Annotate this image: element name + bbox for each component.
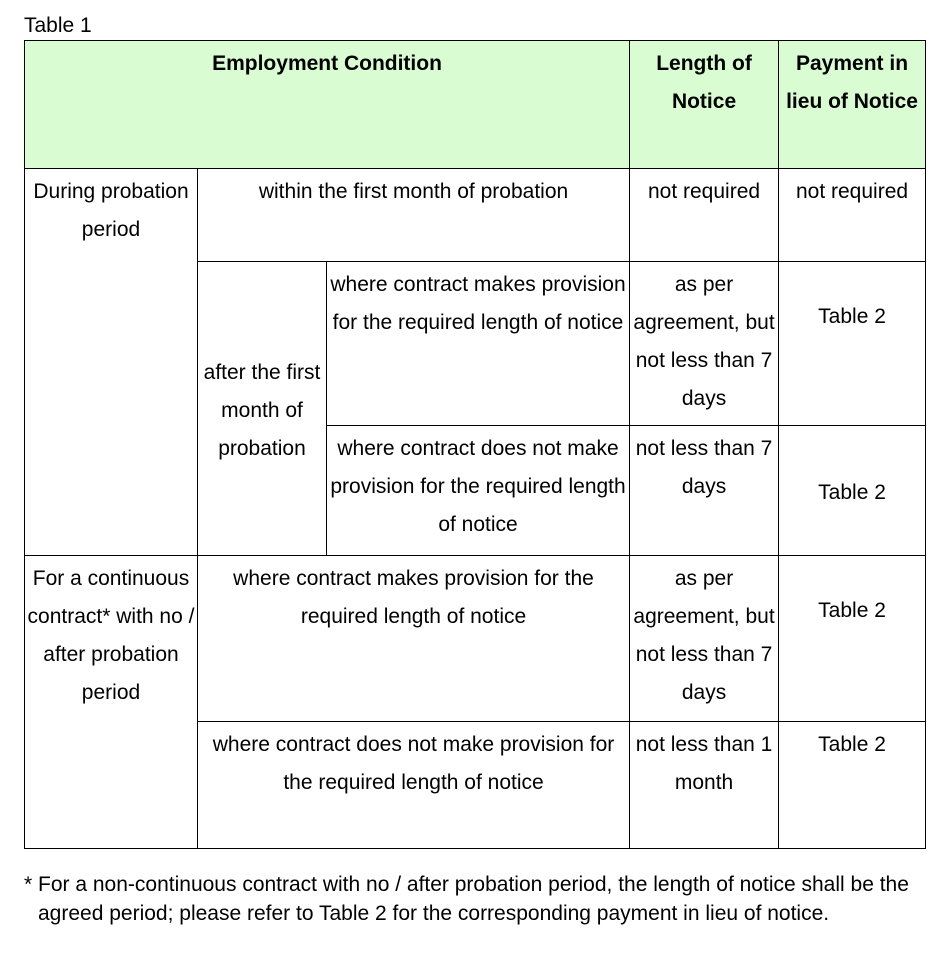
no-provision-payment: Table 2 bbox=[779, 426, 926, 556]
continuous-no-provision-condition: where contract does not make provision for the required length of notice bbox=[198, 722, 630, 849]
footnote-marker: * bbox=[24, 873, 33, 896]
continuous-no-provision-length: not less than 1 month bbox=[630, 722, 779, 849]
no-provision-condition: where contract does not make provision for the required length of notice bbox=[327, 426, 630, 556]
header-payment-in-lieu: Payment in lieu of Notice bbox=[779, 41, 926, 169]
footnote bbox=[24, 870, 943, 928]
continuous-provision-condition: where contract makes provision for the required length of notice bbox=[198, 556, 630, 722]
provision-payment: Table 2 bbox=[779, 262, 926, 426]
continuous-provision-payment: Table 2 bbox=[779, 556, 926, 722]
header-length-of-notice: Length of Notice bbox=[630, 41, 779, 169]
continuous-provision-length: as per agreement, but not less than 7 days bbox=[630, 556, 779, 722]
table-header-row bbox=[25, 41, 926, 169]
no-provision-length: not less than 7 days bbox=[630, 426, 779, 556]
header-employment-condition: Employment Condition bbox=[25, 41, 630, 169]
first-month-payment: not required bbox=[779, 169, 926, 262]
provision-condition: where contract makes provision for the required length of notice bbox=[327, 262, 630, 426]
first-month-length: not required bbox=[630, 169, 779, 262]
provision-length: as per agreement, but not less than 7 days bbox=[630, 262, 779, 426]
continuous-contract-label: For a continuous contract* with no / after probation period bbox=[25, 556, 198, 849]
notice-table bbox=[24, 40, 926, 849]
table-row bbox=[25, 556, 926, 722]
probation-period-label: During probation period bbox=[25, 169, 198, 556]
footnote-text: For a non-continuous contract with no / after probation period, the length of notice shall be the agreed period; please refer to Table 2 for the corresponding payment in lieu of notice. bbox=[38, 873, 909, 925]
table-caption: Table 1 bbox=[24, 14, 92, 37]
continuous-no-provision-payment: Table 2 bbox=[779, 722, 926, 849]
table-row bbox=[25, 169, 926, 262]
first-month-condition: within the first month of probation bbox=[198, 169, 630, 262]
after-first-month-label: after the first month of probation bbox=[198, 262, 327, 556]
